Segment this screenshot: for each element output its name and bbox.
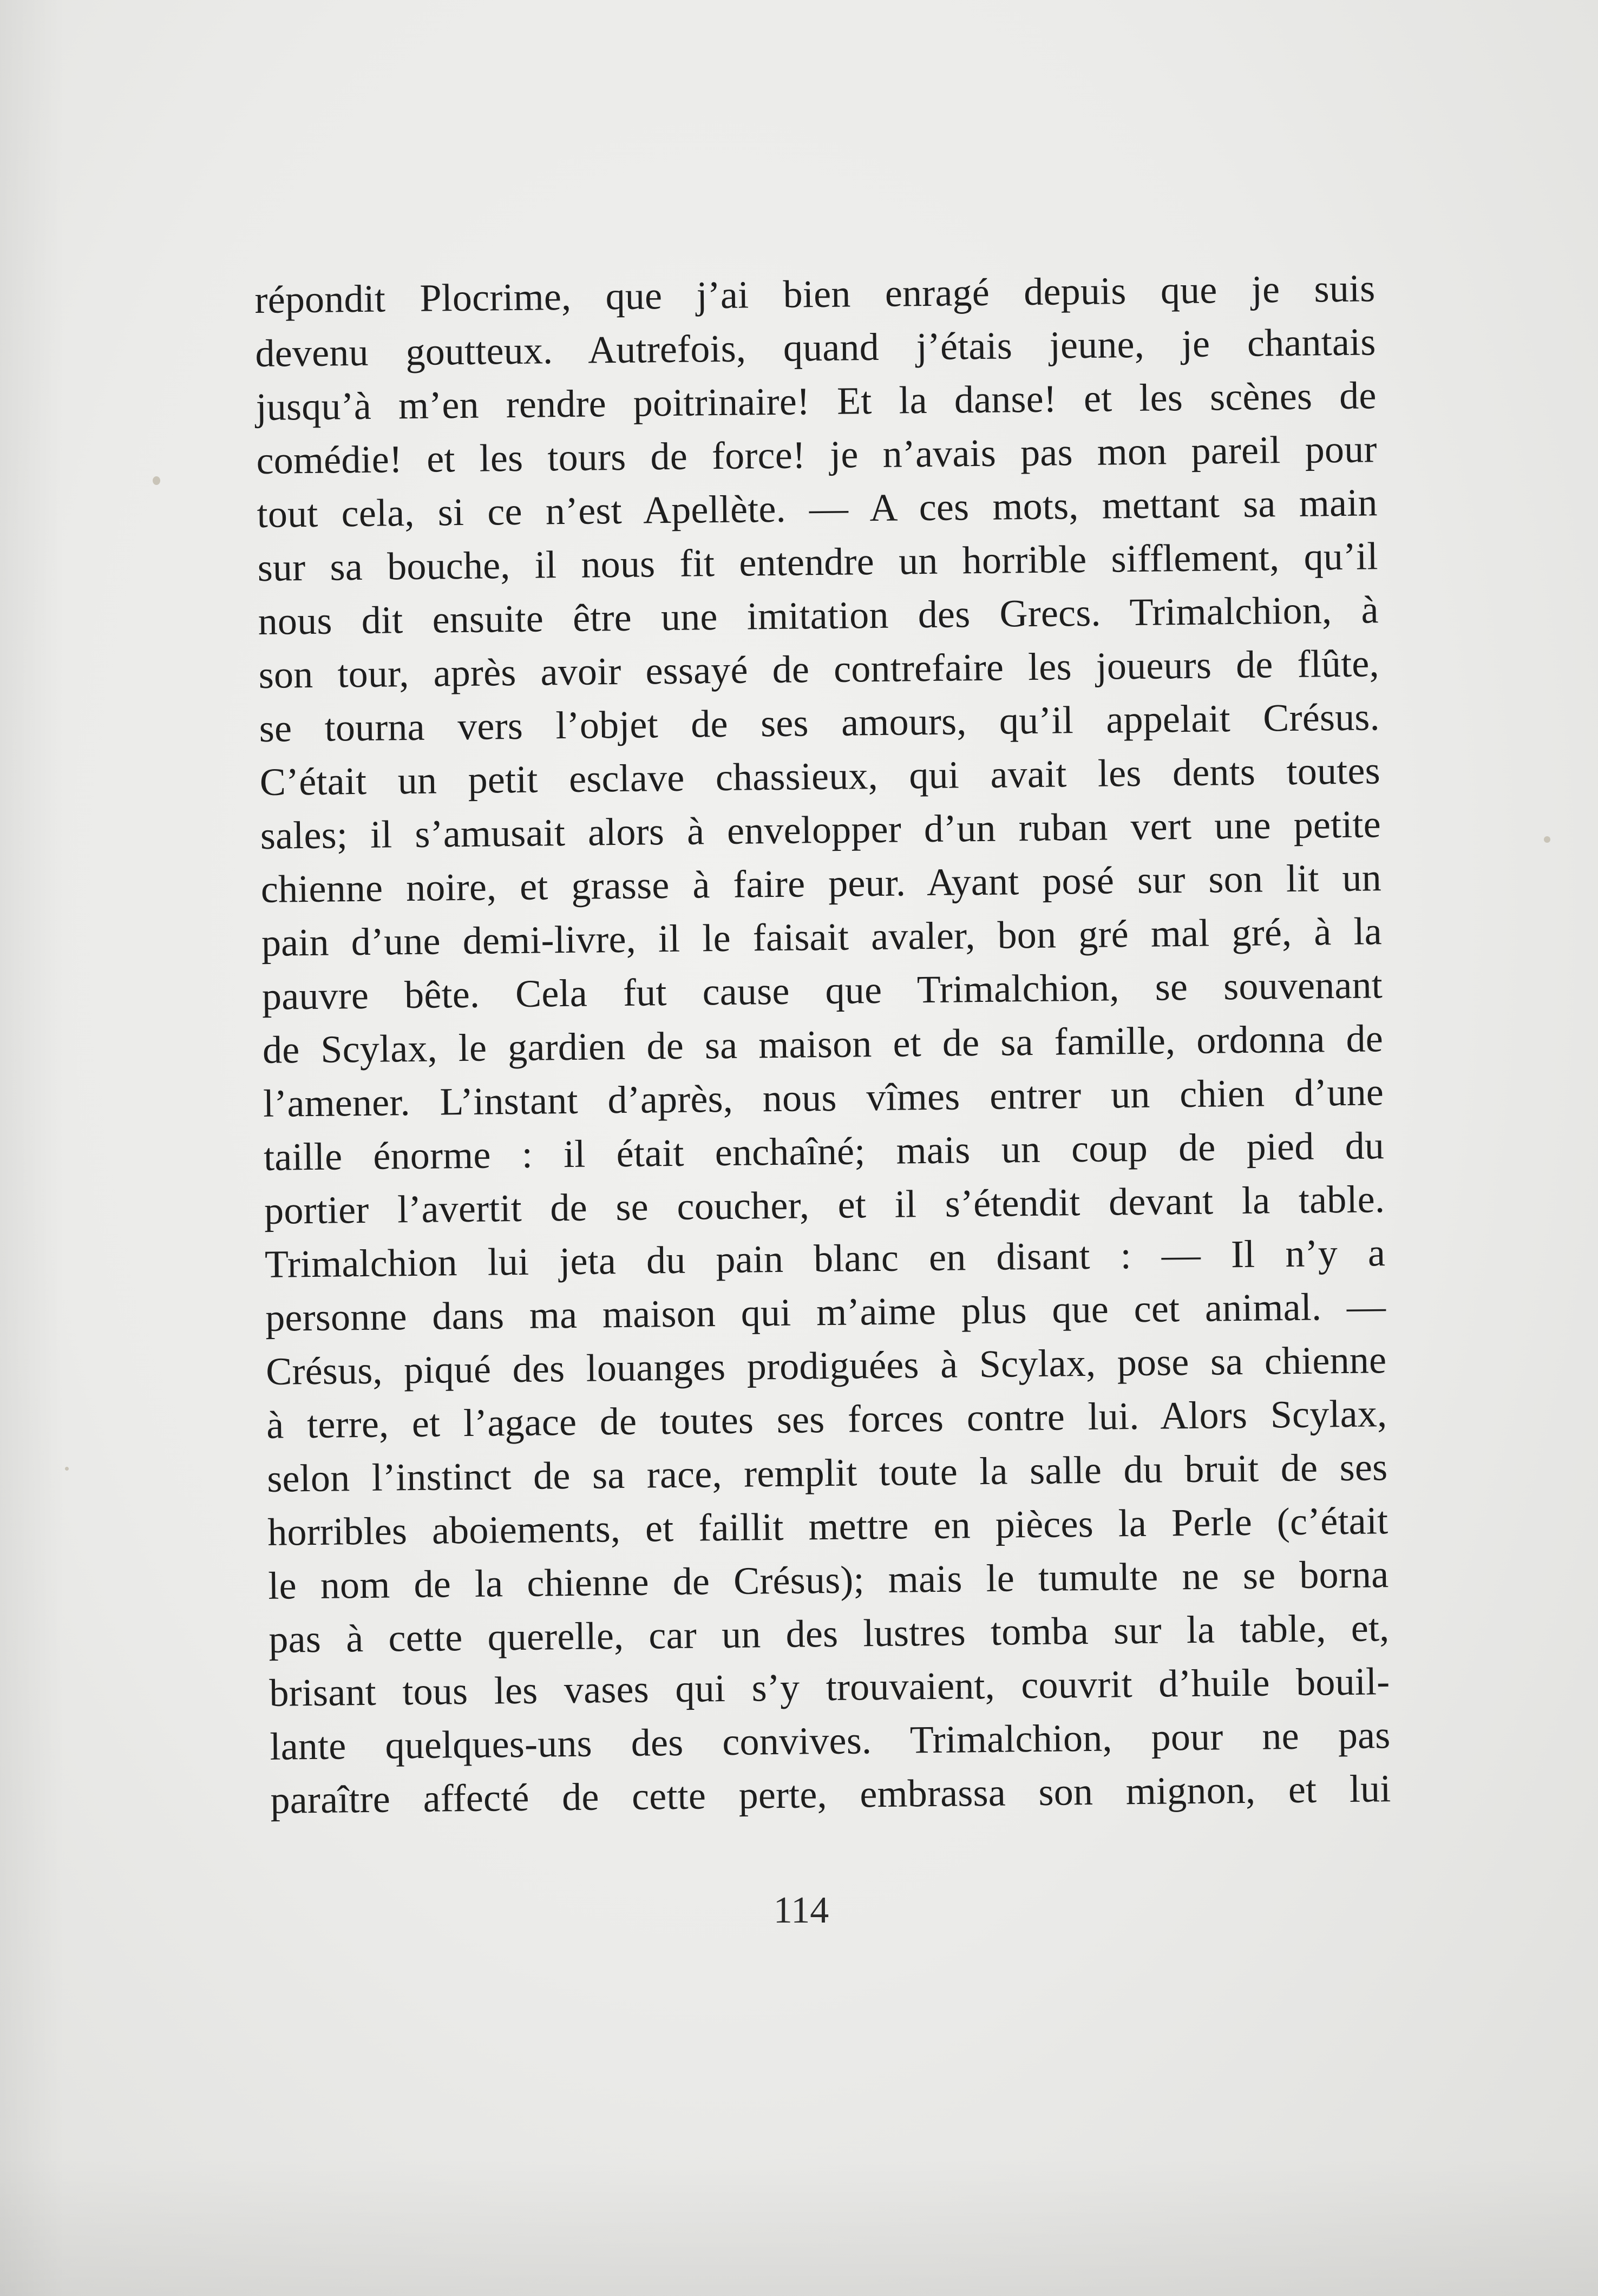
text-line: Trimalchion lui jeta du pain blanc en disant : — Il n’y a: [264, 1231, 1386, 1286]
page-shadow-bottom: [0, 2155, 1598, 2296]
text-line: lante quelques-uns des convives. Trimalchion, pour ne pas: [270, 1713, 1391, 1768]
text-line: à terre, et l’agace de toutes ses forces contre lui. Alors Scylax,: [266, 1392, 1387, 1447]
text-line: selon l’instinct de sa race, remplit toute la salle du bruit de ses: [266, 1445, 1388, 1500]
text-line: Crésus, piqué des louanges prodiguées à Scylax, pose sa chienne: [265, 1338, 1387, 1393]
text-line: pain d’une demi-livre, il le faisait avaler, bon gré mal gré, à la: [261, 909, 1383, 965]
text-line: le nom de la chienne de Crésus); mais le tumulte ne se borna: [267, 1552, 1389, 1608]
text-line: comédie! et les tours de force! je n’avais pas mon pareil pour: [256, 427, 1377, 482]
text-line: devenu goutteux. Autrefois, quand j’étais jeune, je chantais: [255, 320, 1376, 375]
page-number: 114: [773, 1890, 829, 1931]
text-line: l’amener. L’instant d’après, nous vîmes entrer un chien d’une: [263, 1070, 1384, 1125]
text-line: répondit Plocrime, que j’ai bien enragé depuis que je suis: [254, 266, 1376, 322]
text-line: taille énorme : il était enchaîné; mais un coup de pied du: [263, 1124, 1385, 1179]
text-line: son tour, après avoir essayé de contrefaire les joueurs de flûte,: [258, 641, 1380, 697]
text-line: jusqu’à m’en rendre poitrinaire! Et la danse! et les scènes de: [256, 373, 1377, 429]
text-line: pas à cette querelle, car un des lustres tomba sur la table, et,: [268, 1606, 1390, 1661]
text-line: pauvre bête. Cela fut cause que Trimalchion, se souvenant: [261, 963, 1383, 1018]
text-line: paraître affecté de cette perte, embrassa son mignon, et lui: [270, 1767, 1391, 1822]
text-line: tout cela, si ce n’est Apellète. — A ces mots, mettant sa main: [257, 481, 1378, 536]
text-line: sales; il s’amusait alors à envelopper d’un ruban vert une petite: [260, 802, 1381, 857]
text-line: brisant tous les vases qui s’y trouvaient, couvrit d’huile bouil-: [269, 1659, 1390, 1715]
text-line: portier l’avertit de se coucher, et il s’étendit devant la table.: [264, 1177, 1385, 1232]
text-line: C’était un petit esclave chassieux, qui avait les dents toutes: [259, 749, 1381, 804]
paper-speck: [1544, 836, 1550, 843]
paper-speck: [65, 1467, 69, 1471]
page-shadow-left: [0, 0, 65, 2296]
text-line: personne dans ma maison qui m’aime plus que cet animal. —: [265, 1284, 1386, 1340]
text-line: horribles aboiements, et faillit mettre en pièces la Perle (c’était: [267, 1499, 1389, 1554]
text-line: se tourna vers l’objet de ses amours, qu’il appelait Crésus.: [259, 695, 1380, 750]
body-text: [254, 261, 1391, 1827]
text-line: nous dit ensuite être une imitation des Grecs. Trimalchion, à: [258, 588, 1379, 643]
paper-speck: [153, 476, 160, 485]
text-line: de Scylax, le gardien de sa maison et de sa famille, ordonna de: [262, 1016, 1384, 1072]
text-line: sur sa bouche, il nous fit entendre un horrible sifflement, qu’il: [257, 534, 1379, 589]
text-line: chienne noire, et grasse à faire peur. Ayant posé sur son lit un: [260, 856, 1382, 911]
